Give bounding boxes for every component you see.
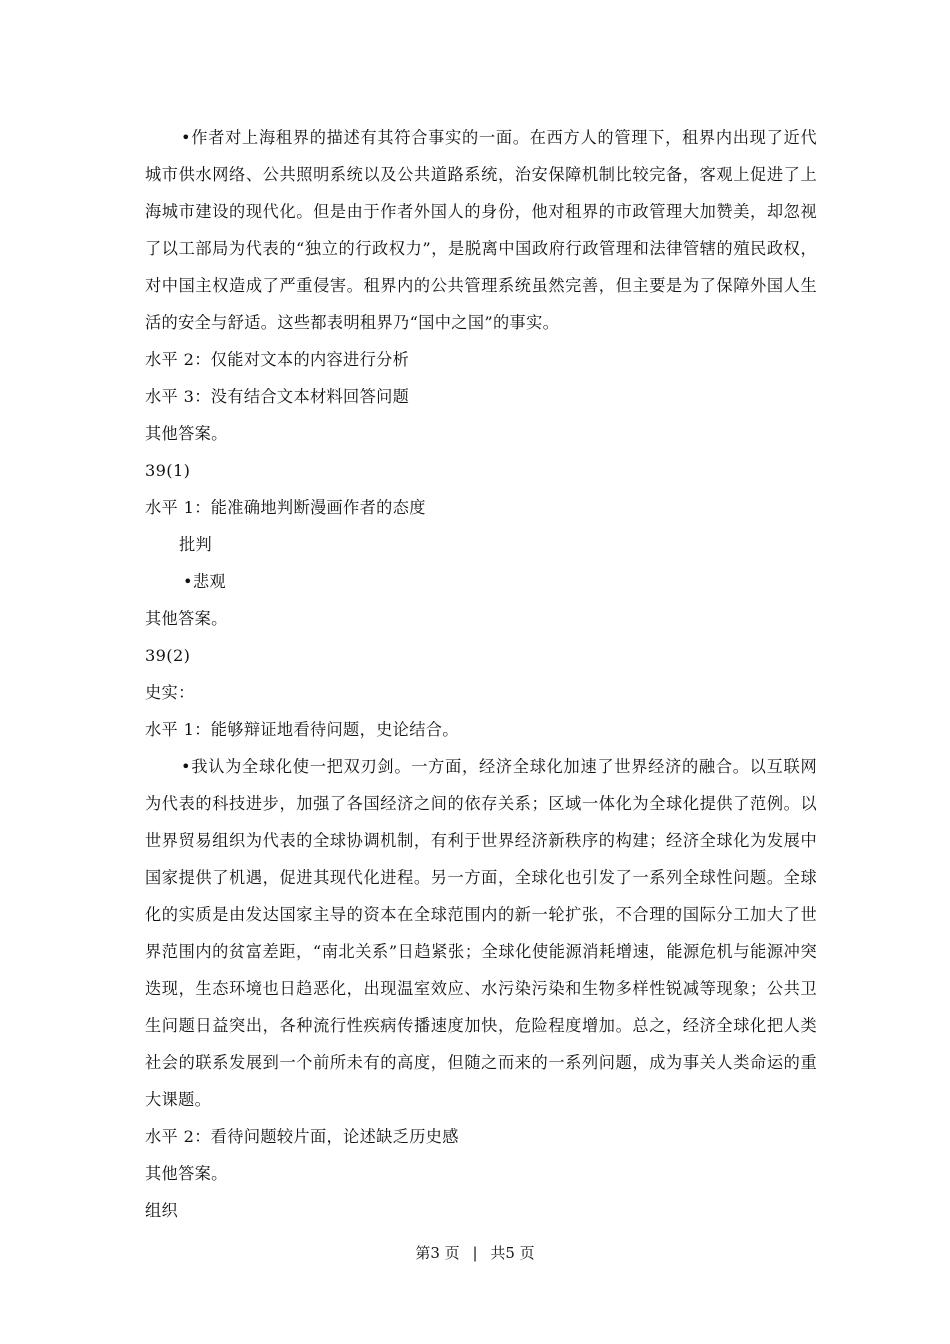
paragraph-level-2-text-analysis: 水平 2：仅能对文本的内容进行分析 <box>145 350 410 369</box>
question-number-39-2: 39(2) <box>145 646 191 665</box>
paragraph-level-1-cartoon-attitude: 水平 1：能准确地判断漫画作者的态度 <box>145 498 426 517</box>
paragraph-shanghai-concession-analysis: •作者对上海租界的描述有其符合事实的一面。在西方人的管理下，租界内出现了近代城市供水网络、公共照明系统以及公共道路系统，治安保障机制比较完备，客观上促进了上海城市建设的现代化。但是由于作者外国人的身份，他对租界的市政管理大加赞美，却忽视了以工部局为代表的“独立的行政权力”，是脱离中国政府行政管理和法律管辖的殖民政权，对中国主权造成了严重侵害。租界内的公共管理系统虽然完善，但主要是为了保障外国人生活的安全与舒适。这些都表明租界乃“国中之国”的事实。 <box>145 128 817 332</box>
page-current-number: 第3 页 <box>415 1244 460 1262</box>
paragraph-level-2-one-sided: 水平 2：看待问题较片面，论述缺乏历史感 <box>145 1127 459 1146</box>
paragraph-organization-label: 组织 <box>145 1201 179 1220</box>
question-number-39-1: 39(1) <box>145 461 191 480</box>
paragraph-historical-facts-label: 史实： <box>145 683 195 702</box>
paragraph-other-answers-3: 其他答案。 <box>145 1164 228 1183</box>
paragraph-level-1-dialectical: 水平 1：能够辩证地看待问题，史论结合。 <box>145 720 459 739</box>
page-footer <box>0 1241 950 1265</box>
document-body <box>145 119 817 1229</box>
paragraph-globalization-essay: •我认为全球化使一把双刃剑。一方面，经济全球化加速了世界经济的融合。以互联网为代表的科技进步，加强了各国经济之间的依存关系；区域一体化为全球化提供了范例。以世界贸易组织为代表的全球协调机制，有利于世界经济新秩序的构建；经济全球化为发展中国家提供了机遇，促进其现代化进程。另一方面，全球化也引发了一系列全球性问题。全球化的实质是由发达国家主导的资本在全球范围内的新一轮扩张，不合理的国际分工加大了世界范围内的贫富差距，“南北关系”日趋紧张；全球化使能源消耗增速，能源危机与能源冲突迭现，生态环境也日趋恶化，出现温室效应、水污染污染和生物多样性锐减等现象；公共卫生问题日益突出，各种流行性疾病传播速度加快，危险程度增加。总之，经济全球化把人类社会的联系发展到一个前所未有的高度，但随之而来的一系列问题，成为事关人类命运的重大课题。 <box>145 757 817 1109</box>
page-total-count: 共5 页 <box>490 1244 535 1262</box>
paragraph-other-answers-2: 其他答案。 <box>145 609 228 628</box>
answer-pessimistic: •悲观 <box>183 572 226 591</box>
footer-separator: | <box>472 1244 478 1262</box>
paragraph-level-3-no-material: 水平 3：没有结合文本材料回答问题 <box>145 387 410 406</box>
answer-critical: 批判 <box>179 535 213 554</box>
paragraph-other-answers-1: 其他答案。 <box>145 424 228 443</box>
